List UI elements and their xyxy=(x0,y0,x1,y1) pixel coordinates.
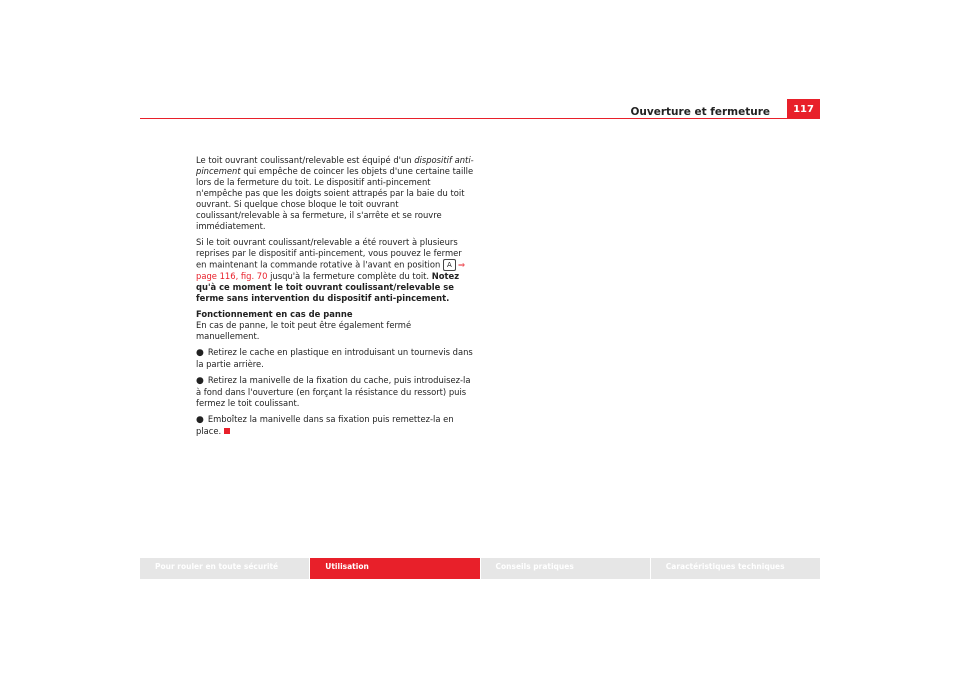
paragraph-closing xyxy=(196,237,474,304)
header-title: Ouverture et fermeture xyxy=(630,106,770,118)
list-item-text: Retirez la manivelle de la fixation du cache, puis introduisez-la à fond dans l'ouverture (en forçant la résistance du ressort) puis fermez le toit coulissant. xyxy=(196,375,471,408)
list-item xyxy=(196,414,474,437)
page-link[interactable]: ⇒ page 116, fig. 70 xyxy=(196,259,465,281)
paragraph-text: Le toit ouvrant coulissant/relevable est équipé d'un xyxy=(196,155,415,165)
section-heading xyxy=(196,309,474,320)
tab-utilisation[interactable]: Utilisation xyxy=(310,558,479,579)
list-item-text: Retirez le cache en plastique en introduisant un tournevis dans la partie arrière. xyxy=(196,347,473,369)
paragraph-italic: dispositif anti-pincement xyxy=(196,155,474,176)
list-item xyxy=(196,375,474,409)
paragraph-text: Si le toit ouvrant coulissant/relevable a été rouvert à plusieurs reprises par le dispositif anti-pincement, vous pouvez le fermer en maintenant la commande rotative à l'avant en position xyxy=(196,237,462,270)
list-item xyxy=(196,347,474,370)
figure-ref-badge: A xyxy=(443,259,456,271)
list-item-text: Emboîtez la manivelle dans sa fixation puis remettez-la en place. xyxy=(196,414,454,436)
content-column xyxy=(196,155,474,442)
bullet-icon: ● xyxy=(196,348,204,358)
paragraph-text: jusqu'à la fermeture complète du toit. xyxy=(267,271,432,281)
footer-nav xyxy=(140,558,820,579)
header-rule xyxy=(140,118,820,119)
paragraph-bold: Notez qu'à ce moment le toit ouvrant coulissant/relevable se ferme sans intervention du dispositif anti-pincement. xyxy=(196,271,460,303)
tab-caracteristiques[interactable]: Caractéristiques techniques xyxy=(651,558,820,579)
tab-securite[interactable]: Pour rouler en toute sécurité xyxy=(140,558,309,579)
page-number: 117 xyxy=(787,99,820,119)
end-of-section-icon xyxy=(224,428,230,434)
paragraph-breakdown: En cas de panne, le toit peut être également fermé manuellement. xyxy=(196,320,412,341)
tab-conseils[interactable]: Conseils pratiques xyxy=(481,558,650,579)
paragraph-text: qui empêche de coincer les objets d'une certaine taille lors de la fermeture du toit. Le dispositif anti-pincement n'empêche pas que les doigts soient attrapés par la baie du toit ouvrant. Si quelque chose bloque le toit ouvrant coulissant/relevable à sa fermeture, il s'arrête et se rouvre immédiatement. xyxy=(196,166,474,231)
paragraph-anti-pinch xyxy=(196,155,474,232)
section-heading-text: Fonctionnement en cas de panne xyxy=(196,309,353,319)
bullet-icon: ● xyxy=(196,376,204,386)
bullet-icon: ● xyxy=(196,415,204,425)
